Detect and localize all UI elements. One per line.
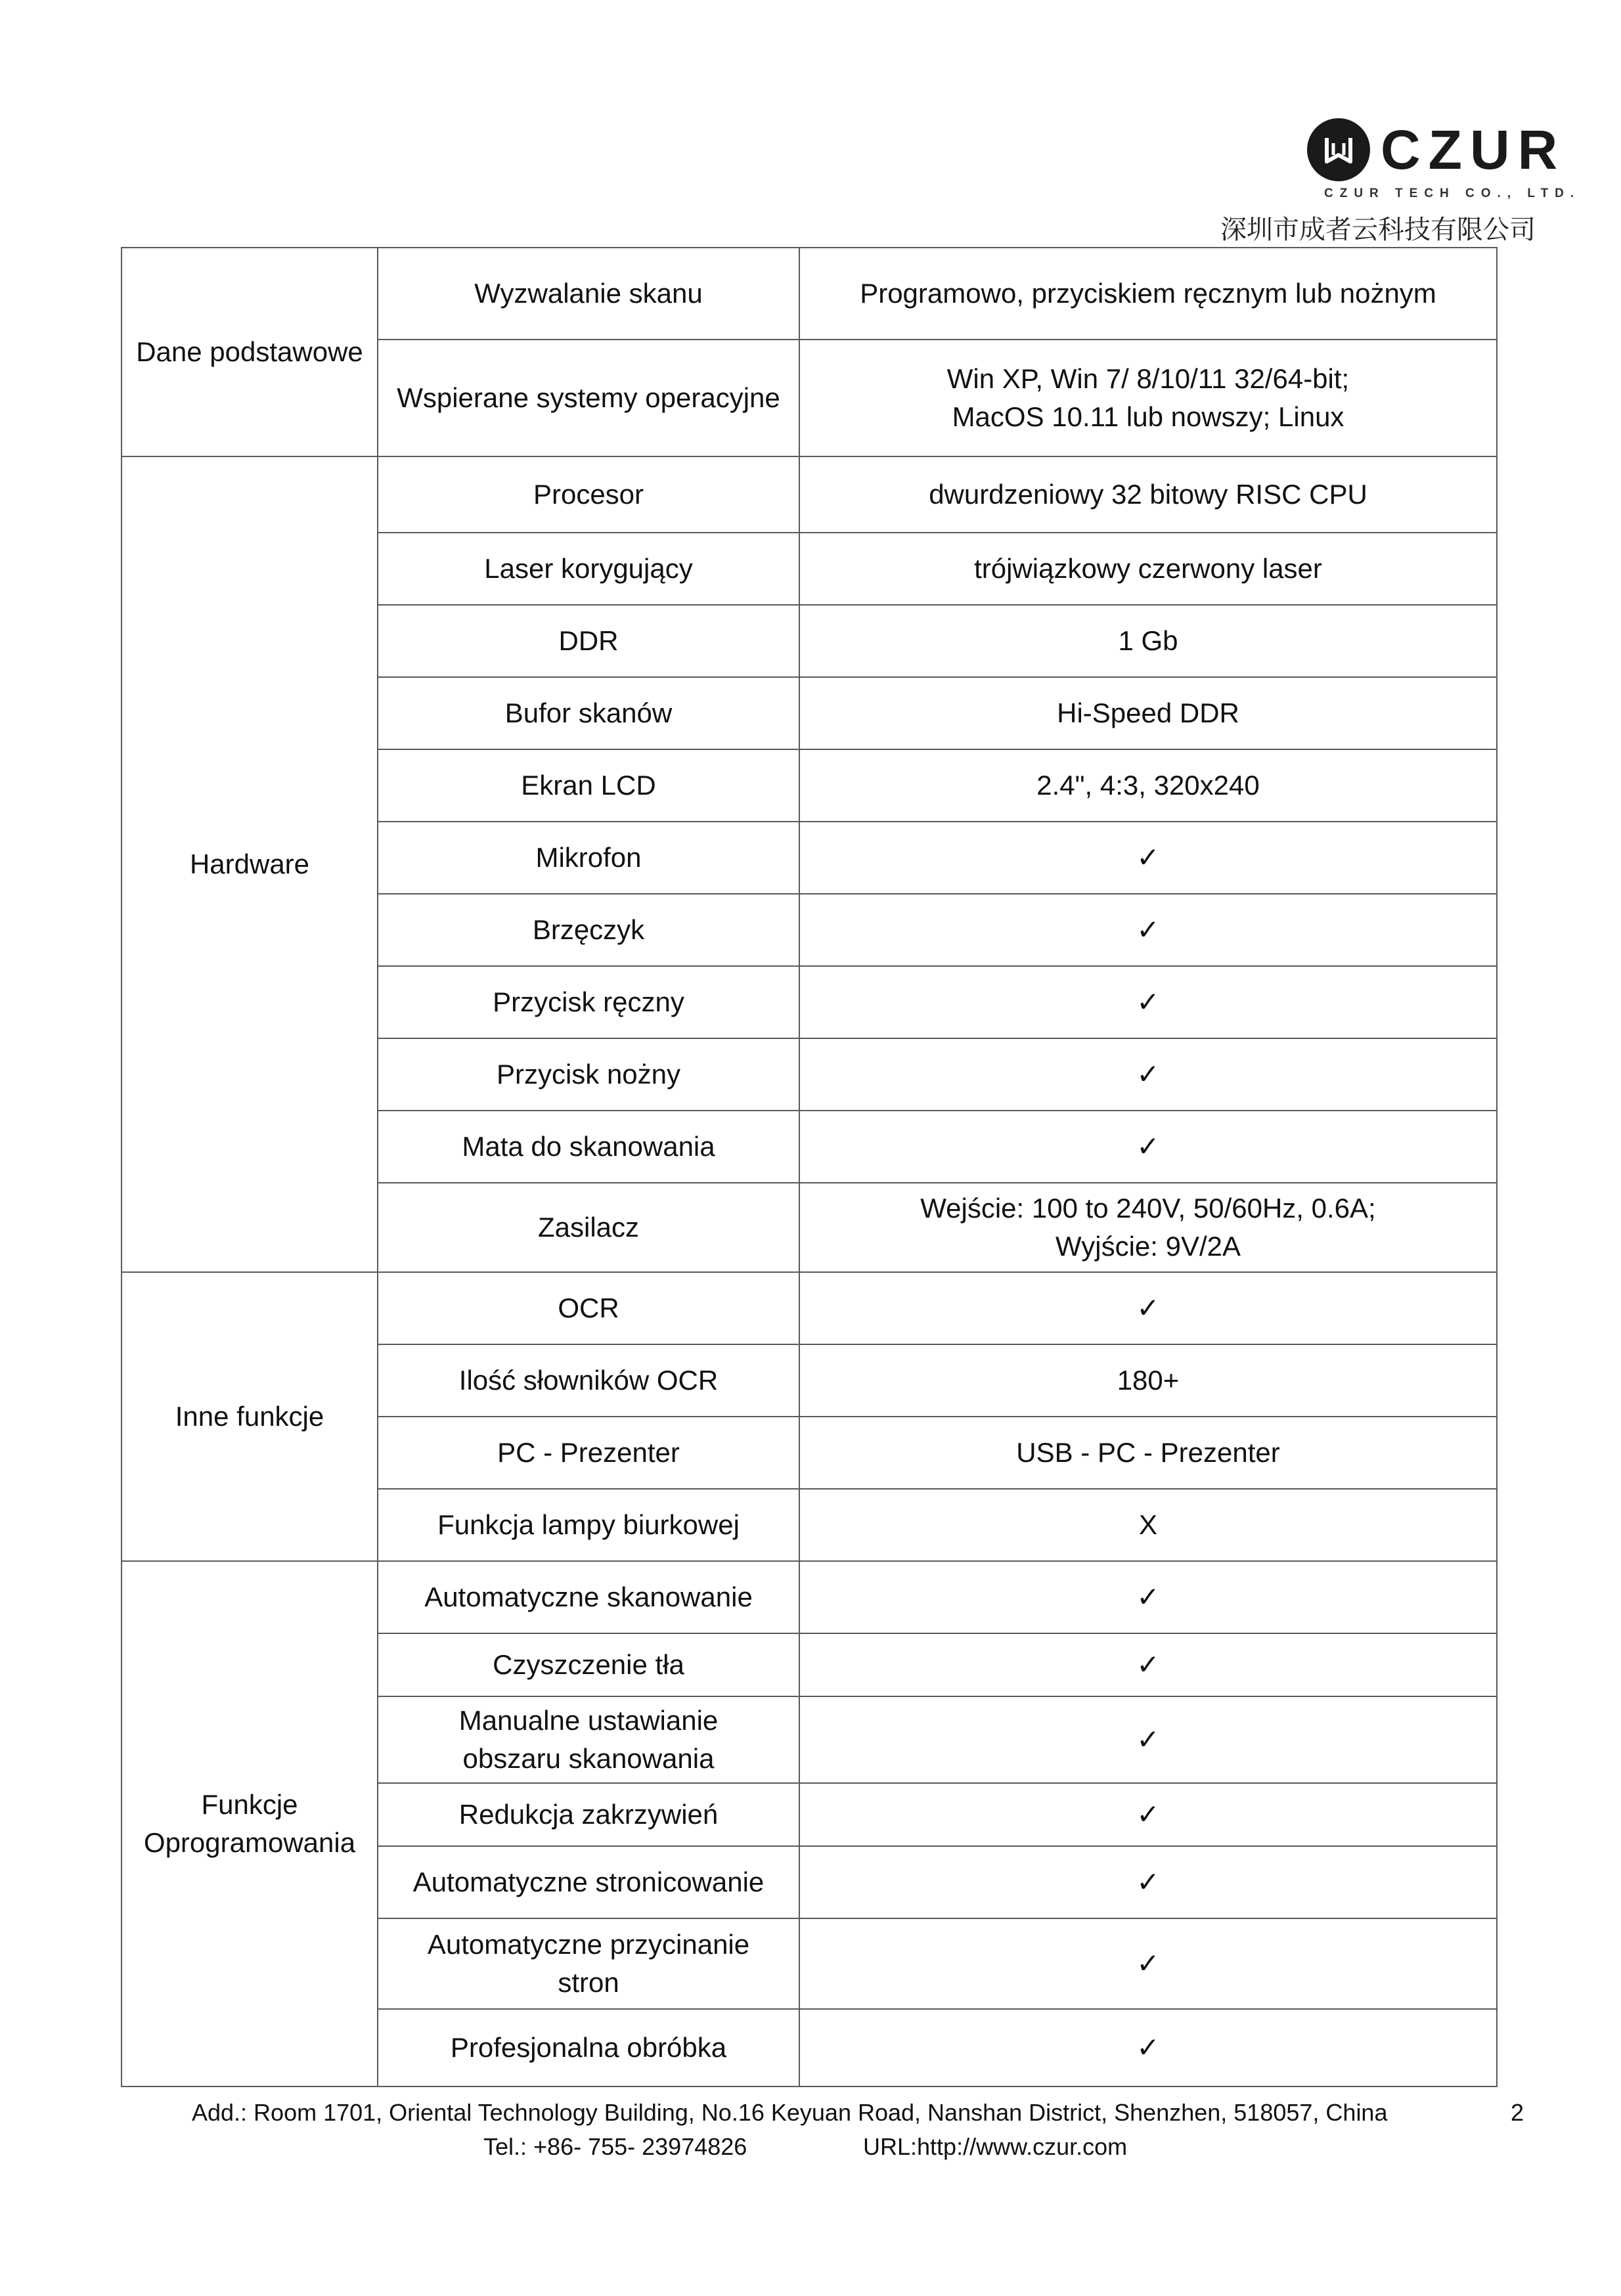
value-line: MacOS 10.11 lub nowszy; Linux bbox=[952, 401, 1344, 432]
feature-cell: Przycisk nożny bbox=[378, 1038, 799, 1111]
value-cell: USB - PC - Prezenter bbox=[799, 1417, 1497, 1489]
group-label: Inne funkcje bbox=[122, 1272, 378, 1561]
feature-cell: Profesjonalna obróbka bbox=[378, 2009, 799, 2086]
group-label-line: Funkcje bbox=[201, 1789, 298, 1820]
checkmark-icon: ✓ bbox=[799, 2009, 1497, 2086]
group-label: Hardware bbox=[122, 456, 378, 1272]
feature-cell: Mata do skanowania bbox=[378, 1111, 799, 1183]
feature-cell: Zasilacz bbox=[378, 1183, 799, 1272]
feature-cell: PC - Prezenter bbox=[378, 1417, 799, 1489]
checkmark-icon: ✓ bbox=[799, 1918, 1497, 2009]
feature-line: obszaru skanowania bbox=[462, 1743, 715, 1774]
group-label: Dane podstawowe bbox=[122, 248, 378, 456]
checkmark-icon: ✓ bbox=[799, 1783, 1497, 1846]
value-cell bbox=[799, 340, 1497, 456]
checkmark-icon: ✓ bbox=[799, 822, 1497, 894]
value-cell: 180+ bbox=[799, 1344, 1497, 1417]
checkmark-icon: ✓ bbox=[799, 1038, 1497, 1111]
table-row bbox=[122, 456, 1497, 533]
table-row bbox=[122, 1561, 1497, 1633]
value-cell: X bbox=[799, 1489, 1497, 1561]
feature-cell: OCR bbox=[378, 1272, 799, 1344]
checkmark-icon: ✓ bbox=[799, 1272, 1497, 1344]
czur-logo-icon bbox=[1307, 118, 1370, 181]
feature-cell: DDR bbox=[378, 605, 799, 677]
value-cell: 2.4", 4:3, 320x240 bbox=[799, 749, 1497, 822]
feature-line: Automatyczne przycinanie bbox=[427, 1929, 750, 1960]
feature-cell: Ekran LCD bbox=[378, 749, 799, 822]
feature-cell: Funkcja lampy biurkowej bbox=[378, 1489, 799, 1561]
feature-cell: Bufor skanów bbox=[378, 677, 799, 749]
feature-line: stron bbox=[558, 1967, 619, 1998]
footer-url: URL:http://www.czur.com bbox=[863, 2133, 1128, 2160]
checkmark-icon: ✓ bbox=[799, 1696, 1497, 1783]
checkmark-icon: ✓ bbox=[799, 1846, 1497, 1918]
feature-cell: Przycisk ręczny bbox=[378, 966, 799, 1038]
feature-cell bbox=[378, 1696, 799, 1783]
feature-cell: Redukcja zakrzywień bbox=[378, 1783, 799, 1846]
value-line: Wyjście: 9V/2A bbox=[1055, 1231, 1241, 1262]
footer-address: Add.: Room 1701, Oriental Technology Building, No.16 Keyuan Road, Nanshan District, Shenzhen, 518057, China bbox=[192, 2099, 1388, 2126]
feature-line: Manualne ustawianie bbox=[458, 1705, 719, 1736]
feature-cell: Brzęczyk bbox=[378, 894, 799, 966]
table-row bbox=[122, 1272, 1497, 1344]
feature-cell: Wyzwalanie skanu bbox=[378, 248, 799, 340]
checkmark-icon: ✓ bbox=[799, 966, 1497, 1038]
feature-cell: Procesor bbox=[378, 456, 799, 533]
group-label bbox=[122, 1561, 378, 2086]
value-line: Wejście: 100 to 240V, 50/60Hz, 0.6A; bbox=[920, 1193, 1376, 1224]
value-cell bbox=[799, 1183, 1497, 1272]
feature-cell: Laser korygujący bbox=[378, 533, 799, 605]
brand-name: CZUR bbox=[1381, 119, 1566, 181]
value-cell: Hi-Speed DDR bbox=[799, 677, 1497, 749]
feature-cell: Automatyczne skanowanie bbox=[378, 1561, 799, 1633]
footer-phone: Tel.: +86- 755- 23974826 bbox=[483, 2133, 747, 2160]
value-cell: Programowo, przyciskiem ręcznym lub nożnym bbox=[799, 248, 1497, 340]
checkmark-icon: ✓ bbox=[799, 1633, 1497, 1696]
value-cell: 1 Gb bbox=[799, 605, 1497, 677]
checkmark-icon: ✓ bbox=[799, 1561, 1497, 1633]
company-name-cn: 深圳市成者云科技有限公司 bbox=[1220, 215, 1536, 245]
company-name-en: CZUR TECH CO., LTD. bbox=[1324, 187, 1581, 200]
group-label-line: Oprogramowania bbox=[143, 1827, 356, 1858]
feature-cell: Wspierane systemy operacyjne bbox=[378, 340, 799, 456]
spec-table bbox=[121, 247, 1498, 2087]
feature-cell bbox=[378, 1918, 799, 2009]
checkmark-icon: ✓ bbox=[799, 894, 1497, 966]
feature-cell: Mikrofon bbox=[378, 822, 799, 894]
page-number: 2 bbox=[1511, 2099, 1524, 2126]
checkmark-icon: ✓ bbox=[799, 1111, 1497, 1183]
feature-cell: Automatyczne stronicowanie bbox=[378, 1846, 799, 1918]
value-cell: dwurdzeniowy 32 bitowy RISC CPU bbox=[799, 456, 1497, 533]
table-row bbox=[122, 248, 1497, 340]
feature-cell: Czyszczenie tła bbox=[378, 1633, 799, 1696]
value-line: Win XP, Win 7/ 8/10/11 32/64-bit; bbox=[946, 363, 1350, 394]
value-cell: trójwiązkowy czerwony laser bbox=[799, 533, 1497, 605]
feature-cell: Ilość słowników OCR bbox=[378, 1344, 799, 1417]
